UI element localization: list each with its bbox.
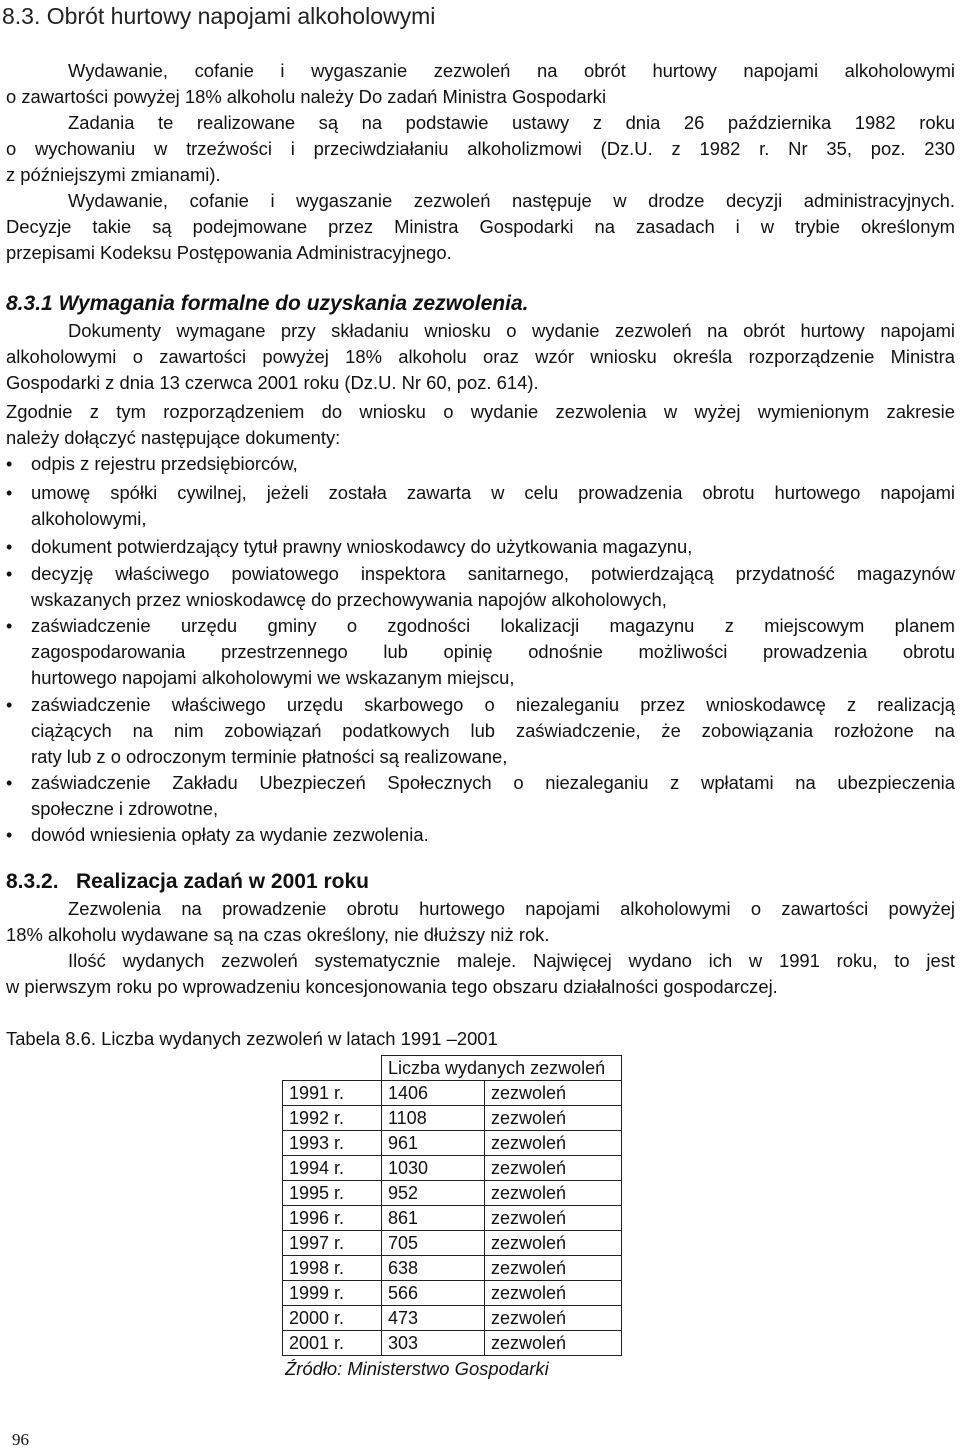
bullet-icon: • xyxy=(6,564,13,584)
list-item-cont: raty lub z o odroczonym terminie płatności są realizowane, xyxy=(31,746,508,767)
intro-line: o wychowaniu w trzeźwości i przeciwdziałaniu alkoholizmowi (Dz.U. z 1982 r. Nr 35, poz. 230 xyxy=(6,138,955,159)
list-item: umowę spółki cywilnej, jeżeli została zawarta w celu prowadzenia obrotu hurtowego napojami xyxy=(31,482,955,503)
list-item-cont: zagospodarowania przestrzennego lub opinię odnośnie możliwości prowadzenia obrotu xyxy=(31,641,955,662)
count-cell: 1406 xyxy=(382,1081,485,1106)
year-cell: 1998 r. xyxy=(283,1256,382,1281)
bullet-icon: • xyxy=(6,537,13,557)
paragraph-line: Ilość wydanych zezwoleń systematycznie maleje. Najwięcej wydano ich w 1991 roku, to jest xyxy=(68,950,955,971)
table-row xyxy=(283,1256,622,1281)
list-item: decyzję właściwego powiatowego inspektora sanitarnego, potwierdzającą przydatność magazynów xyxy=(31,563,955,584)
paragraph-line: w pierwszym roku po wprowadzeniu koncesjonowania tego obszaru działalności gospodarczej. xyxy=(6,976,778,997)
paragraph-line: należy dołączyć następujące dokumenty: xyxy=(6,427,341,448)
table-row xyxy=(283,1156,622,1181)
year-cell: 1993 r. xyxy=(283,1131,382,1156)
permits-table xyxy=(282,1055,622,1356)
bullet-icon: • xyxy=(6,616,13,636)
table-header-row xyxy=(283,1056,622,1081)
list-item: zaświadczenie właściwego urzędu skarbowego o niezaleganiu przez wnioskodawcę z realizacją xyxy=(31,694,955,715)
unit-cell: zezwoleń xyxy=(485,1106,622,1131)
bullet-icon: • xyxy=(6,454,13,474)
year-cell: 1991 r. xyxy=(283,1081,382,1106)
table-row xyxy=(283,1181,622,1206)
year-cell: 1992 r. xyxy=(283,1106,382,1131)
year-cell: 1999 r. xyxy=(283,1281,382,1306)
bullet-icon: • xyxy=(6,825,13,845)
count-cell: 566 xyxy=(382,1281,485,1306)
unit-cell: zezwoleń xyxy=(485,1181,622,1206)
list-item-cont: społeczne i zdrowotne, xyxy=(31,798,219,819)
count-cell: 303 xyxy=(382,1331,485,1356)
table-row xyxy=(283,1306,622,1331)
intro-line: Wydawanie, cofanie i wygaszanie zezwoleń następuje w drodze decyzji administracyjnych. xyxy=(68,190,955,211)
unit-cell: zezwoleń xyxy=(485,1281,622,1306)
count-cell: 952 xyxy=(382,1181,485,1206)
year-cell: 1996 r. xyxy=(283,1206,382,1231)
unit-cell: zezwoleń xyxy=(485,1331,622,1356)
year-cell: 2000 r. xyxy=(283,1306,382,1331)
table-source: Źródło: Ministerstwo Gospodarki xyxy=(285,1358,549,1379)
unit-cell: zezwoleń xyxy=(485,1306,622,1331)
list-item-cont: hurtowego napojami alkoholowymi we wskazanym miejscu, xyxy=(31,667,515,688)
unit-cell: zezwoleń xyxy=(485,1206,622,1231)
year-cell: 1997 r. xyxy=(283,1231,382,1256)
year-cell: 2001 r. xyxy=(283,1331,382,1356)
table-header-empty xyxy=(283,1056,382,1081)
page-title: 8.3. Obrót hurtowy napojami alkoholowymi xyxy=(2,3,436,29)
list-item: zaświadczenie Zakładu Ubezpieczeń Społecznych o niezaleganiu z wpłatami na ubezpieczenia xyxy=(31,772,955,793)
table-header: Liczba wydanych zezwoleń xyxy=(382,1056,622,1081)
list-item: odpis z rejestru przedsiębiorców, xyxy=(31,453,298,474)
intro-line: z późniejszymi zmianami). xyxy=(6,164,221,185)
unit-cell: zezwoleń xyxy=(485,1131,622,1156)
intro-line: Decyzje takie są podejmowane przez Ministra Gospodarki na zasadach i w trybie określonym xyxy=(6,216,955,237)
section-heading: 8.3.1 Wymagania formalne do uzyskania zezwolenia. xyxy=(6,292,529,315)
unit-cell: zezwoleń xyxy=(485,1081,622,1106)
table-row xyxy=(283,1281,622,1306)
list-item-cont: ciążących na nim zobowiązań podatkowych lub zaświadczenie, że zobowiązania rozłożone na xyxy=(31,720,955,741)
intro-line: o zawartości powyżej 18% alkoholu należy Do zadań Ministra Gospodarki xyxy=(6,86,607,107)
paragraph-line: Dokumenty wymagane przy składaniu wniosku o wydanie zezwoleń na obrót hurtowy napojami xyxy=(68,320,955,341)
year-cell: 1994 r. xyxy=(283,1156,382,1181)
count-cell: 705 xyxy=(382,1231,485,1256)
section-heading-number: 8.3.2. xyxy=(6,870,59,893)
intro-line: Wydawanie, cofanie i wygaszanie zezwoleń na obrót hurtowy napojami alkoholowymi xyxy=(68,60,955,81)
count-cell: 861 xyxy=(382,1206,485,1231)
year-cell: 1995 r. xyxy=(283,1181,382,1206)
count-cell: 1030 xyxy=(382,1156,485,1181)
paragraph-line: 18% alkoholu wydawane są na czas określony, nie dłuższy niż rok. xyxy=(6,924,550,945)
count-cell: 1108 xyxy=(382,1106,485,1131)
table-row xyxy=(283,1131,622,1156)
table-row xyxy=(283,1206,622,1231)
unit-cell: zezwoleń xyxy=(485,1156,622,1181)
bullet-icon: • xyxy=(6,483,13,503)
paragraph-line: Zezwolenia na prowadzenie obrotu hurtowego napojami alkoholowymi o zawartości powyżej xyxy=(68,898,955,919)
list-item: dowód wniesienia opłaty za wydanie zezwolenia. xyxy=(31,824,429,845)
paragraph-line: Zgodnie z tym rozporządzeniem do wniosku o wydanie zezwolenia w wyżej wymienionym zakresie xyxy=(6,401,955,422)
unit-cell: zezwoleń xyxy=(485,1256,622,1281)
table-caption: Tabela 8.6. Liczba wydanych zezwoleń w latach 1991 –2001 xyxy=(6,1028,498,1049)
list-item: dokument potwierdzający tytuł prawny wnioskodawcy do użytkowania magazynu, xyxy=(31,536,693,557)
paragraph-line: alkoholowymi o zawartości powyżej 18% alkoholu oraz wzór wniosku określa rozporządzenie Ministra xyxy=(6,346,955,367)
count-cell: 638 xyxy=(382,1256,485,1281)
list-item: zaświadczenie urzędu gminy o zgodności lokalizacji magazynu z miejscowym planem xyxy=(31,615,955,636)
table-row xyxy=(283,1106,622,1131)
section-heading: Realizacja zadań w 2001 roku xyxy=(76,870,369,893)
page-number: 96 xyxy=(12,1430,29,1449)
intro-line: przepisami Kodeksu Postępowania Administracyjnego. xyxy=(6,242,452,263)
count-cell: 961 xyxy=(382,1131,485,1156)
intro-line: Zadania te realizowane są na podstawie ustawy z dnia 26 października 1982 roku xyxy=(68,112,955,133)
bullet-icon: • xyxy=(6,773,13,793)
list-item-cont: alkoholowymi, xyxy=(31,508,147,529)
list-item-cont: wskazanych przez wnioskodawcę do przechowywania napojów alkoholowych, xyxy=(31,589,667,610)
table-row xyxy=(283,1231,622,1256)
table-row xyxy=(283,1081,622,1106)
count-cell: 473 xyxy=(382,1306,485,1331)
paragraph-line: Gospodarki z dnia 13 czerwca 2001 roku (Dz.U. Nr 60, poz. 614). xyxy=(6,372,539,393)
bullet-icon: • xyxy=(6,695,13,715)
table-row xyxy=(283,1331,622,1356)
unit-cell: zezwoleń xyxy=(485,1231,622,1256)
